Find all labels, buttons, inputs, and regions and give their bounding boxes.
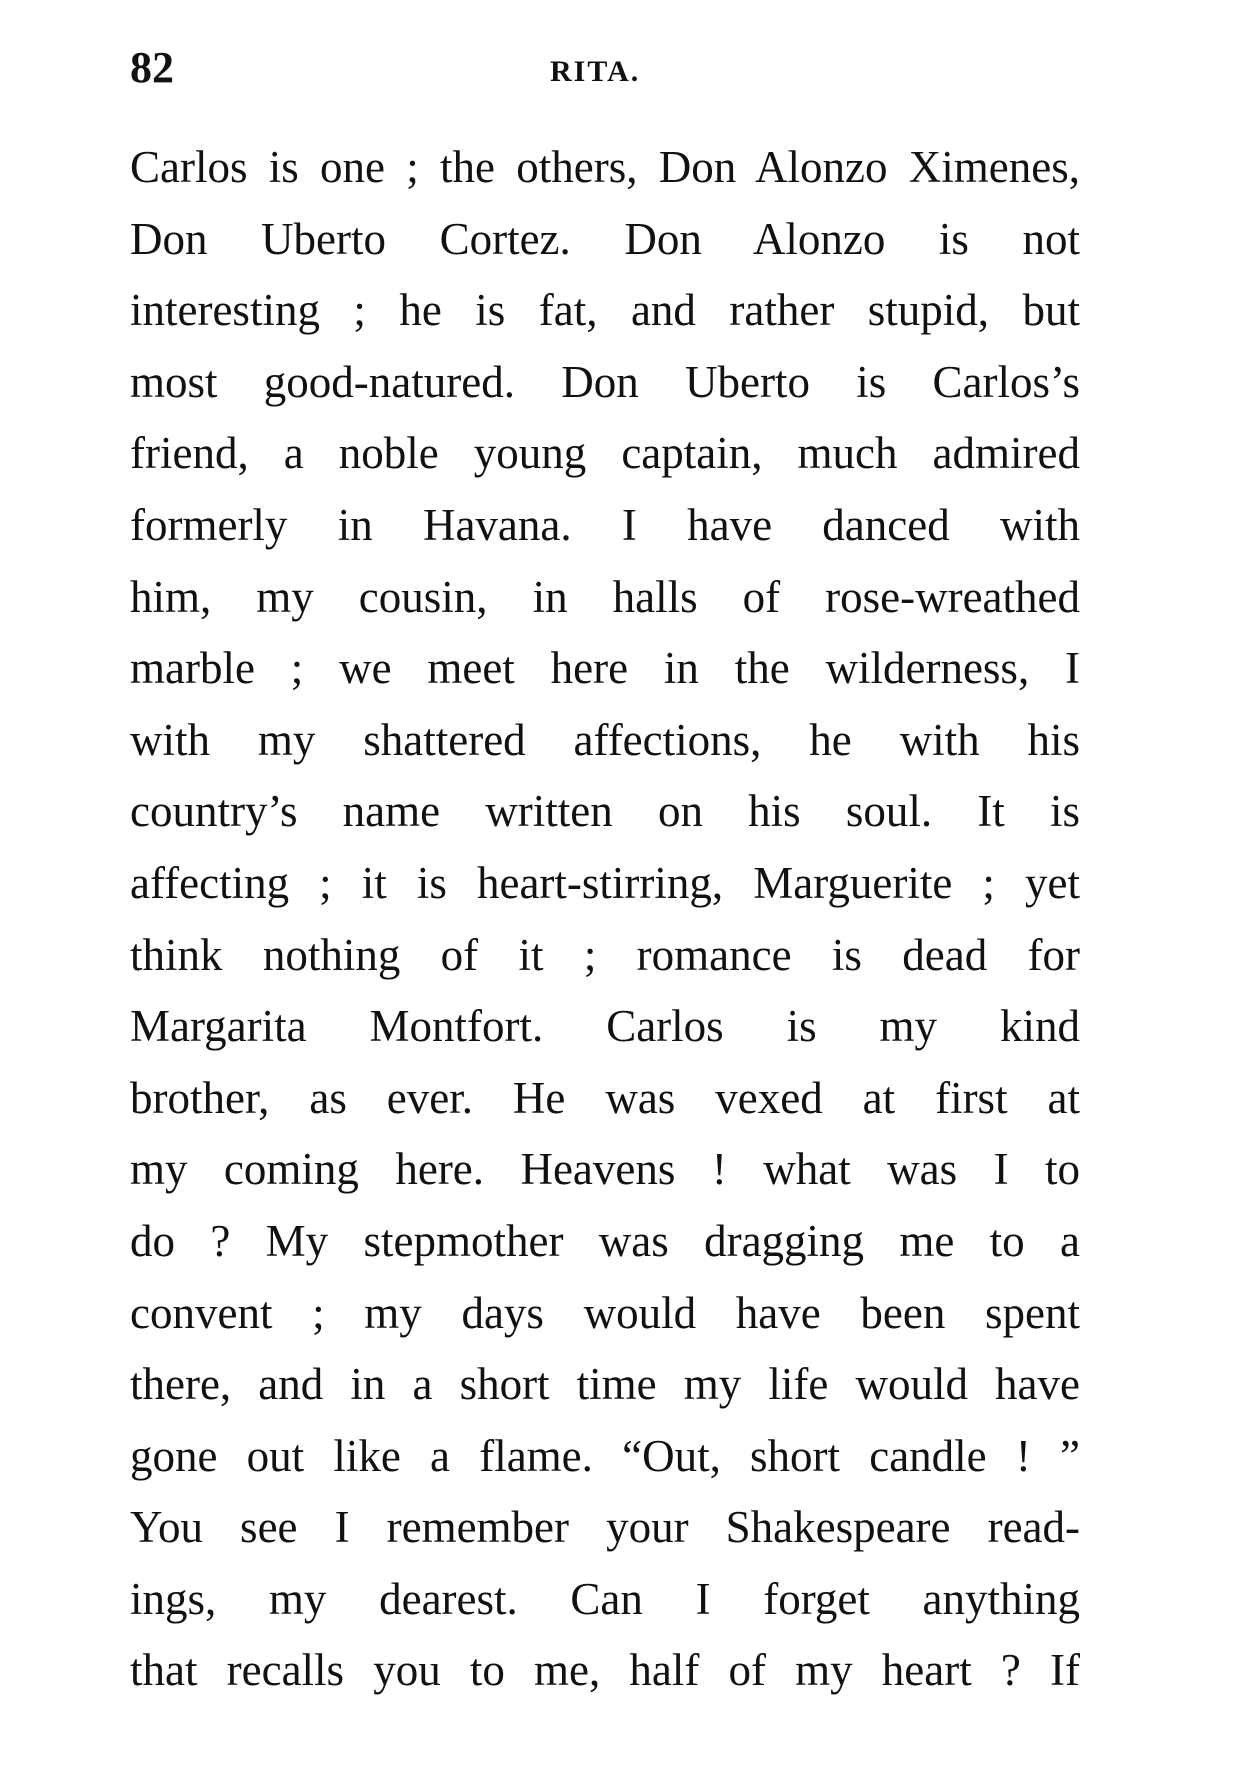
text-line: do ? My stepmother was dragging me to a bbox=[130, 1215, 1080, 1266]
text-line: formerly in Havana. I have danced with bbox=[130, 499, 1080, 550]
running-head bbox=[130, 38, 1080, 98]
text-line: that recalls you to me, half of my heart ? If bbox=[130, 1645, 1080, 1696]
text-line: friend, a noble young captain, much admired bbox=[130, 428, 1080, 479]
text-line: with my shattered affections, he with his bbox=[130, 714, 1080, 765]
text-line: brother, as ever. He was vexed at first at bbox=[130, 1072, 1080, 1123]
text-line: gone out like a flame. “Out, short candle ! ” bbox=[130, 1430, 1080, 1481]
text-line: most good-natured. Don Uberto is Carlos’s bbox=[130, 356, 1080, 407]
text-line: Don Uberto Cortez. Don Alonzo is not bbox=[130, 213, 1080, 264]
text-line: Carlos is one ; the others, Don Alonzo Ximenes, bbox=[130, 142, 1080, 192]
text-line: You see I remember your Shakespeare read- bbox=[130, 1502, 1080, 1553]
page-number: 82 bbox=[130, 43, 174, 92]
text-line: there, and in a short time my life would have bbox=[130, 1359, 1080, 1410]
text-line: marble ; we meet here in the wilderness, I bbox=[130, 643, 1080, 694]
text-line: interesting ; he is fat, and rather stupid, but bbox=[130, 285, 1080, 336]
text-line: Margarita Montfort. Carlos is my kind bbox=[130, 1001, 1080, 1052]
text-line: my coming here. Heavens ! what was I to bbox=[130, 1144, 1080, 1195]
running-title: RITA. bbox=[550, 55, 641, 88]
text-line: think nothing of it ; romance is dead for bbox=[130, 929, 1080, 980]
text-line: him, my cousin, in halls of rose-wreathed bbox=[130, 571, 1080, 622]
text-line: convent ; my days would have been spent bbox=[130, 1287, 1080, 1338]
text-line: country’s name written on his soul. It is bbox=[130, 786, 1080, 837]
text-line: ings, my dearest. Can I forget anything bbox=[130, 1573, 1080, 1624]
body-text bbox=[130, 132, 1080, 1707]
text-line: affecting ; it is heart-stirring, Marguerite ; yet bbox=[130, 857, 1080, 908]
